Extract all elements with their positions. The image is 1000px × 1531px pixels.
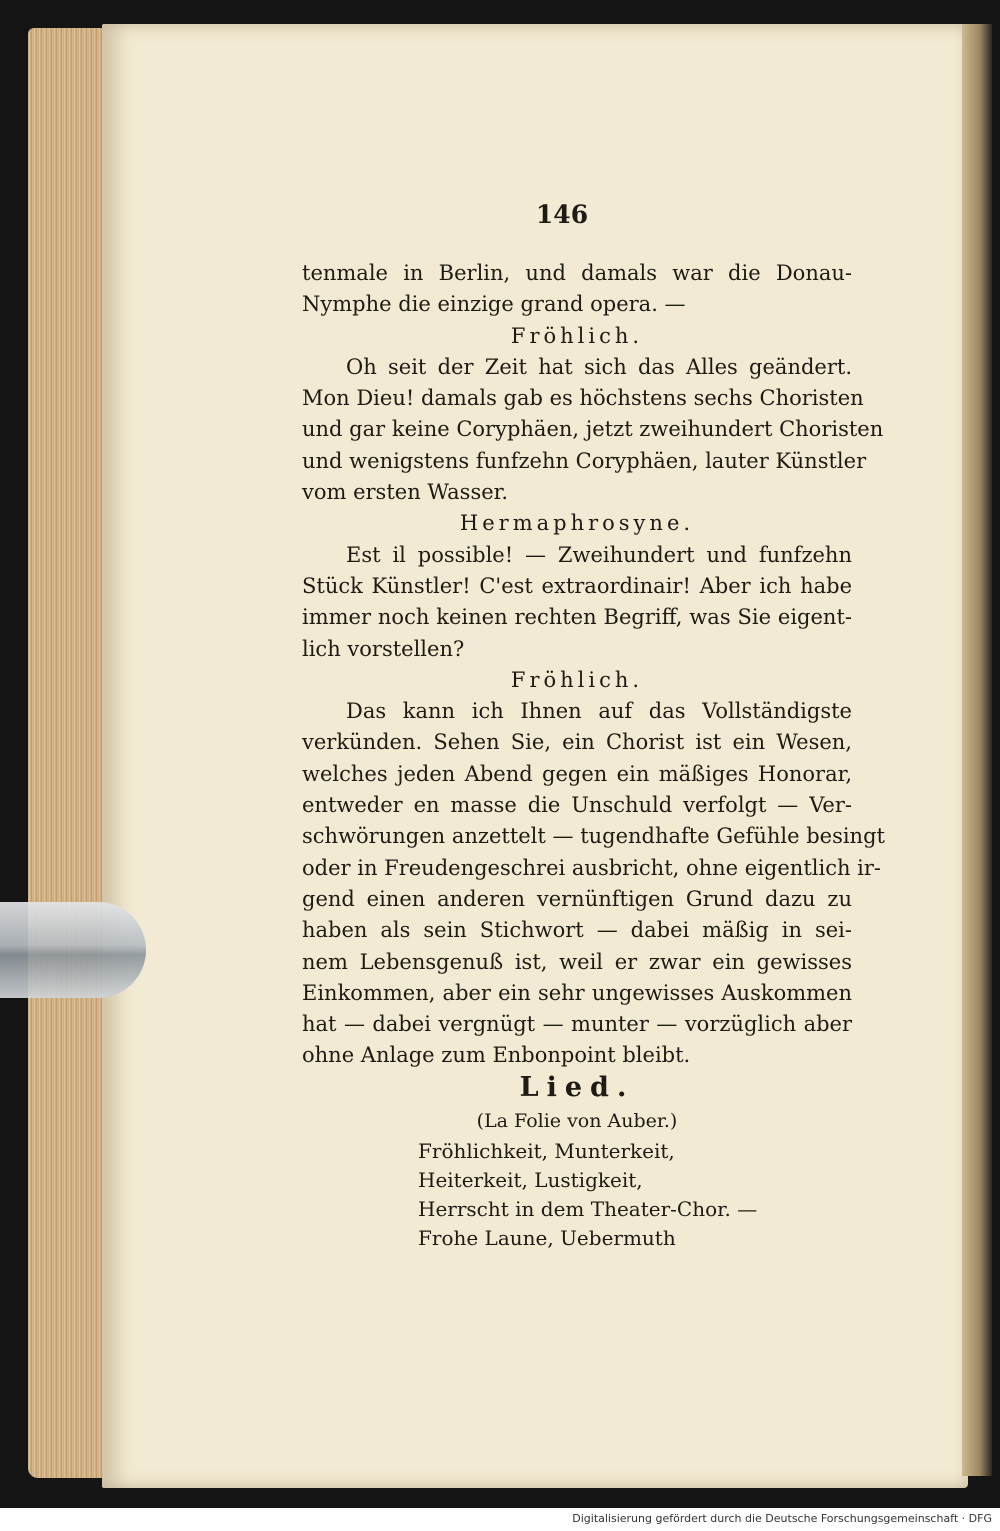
text-line: und wenigstens funfzehn Coryphäen, lauter Künstler: [302, 448, 867, 473]
text-line: ohne Anlage zum Enbonpoint bleibt.: [302, 1043, 691, 1068]
page-clamp: [0, 902, 146, 998]
text-line: verkünden. Sehen Sie, ein Chorist ist ein Wesen,: [302, 730, 852, 755]
text-line: Mon Dieu! damals gab es höchstens sechs Choristen: [302, 386, 864, 411]
text-line: gend einen anderen vernünftigen Grund dazu zu: [302, 886, 852, 911]
text-line: lich vorstellen?: [302, 636, 465, 661]
page-number: 146: [535, 200, 589, 229]
text-line: Nymphe die einzige grand opera. —: [302, 292, 686, 317]
verse-line: Frohe Laune, Uebermuth: [418, 1225, 676, 1250]
verse-line: Herrscht in dem Theater-Chor. —: [418, 1196, 758, 1221]
book-page-edges: [28, 28, 108, 1478]
speaker-name: Fröhlich.: [510, 667, 644, 692]
text-line: hat — dabei vergnügt — munter — vorzüglich aber: [302, 1012, 852, 1037]
text-line: Das kann ich Ihnen auf das Vollständigste: [346, 699, 852, 724]
text-line: entweder en masse die Unschuld verfolgt — Ver-: [302, 793, 852, 818]
speaker-name: Hermaphrosyne.: [459, 511, 695, 536]
text-line: welches jeden Abend gegen ein mäßiges Honorar,: [302, 761, 852, 786]
text-line: und gar keine Coryphäen, jetzt zweihundert Choristen: [302, 417, 884, 442]
song-title: Lied.: [519, 1071, 635, 1103]
verse-line: Heiterkeit, Lustigkeit,: [418, 1167, 643, 1192]
speaker-name: Fröhlich.: [510, 323, 644, 348]
text-line: haben als sein Stichwort — dabei mäßig in sei-: [302, 918, 852, 943]
text-line: Stück Künstler! C'est extraordinair! Aber ich habe: [302, 573, 852, 598]
text-line: nem Lebensgenuß ist, weil er zwar ein gewisses: [302, 949, 852, 974]
text-line: vom ersten Wasser.: [302, 480, 509, 505]
digitization-credit: Digitalisierung gefördert durch die Deutsche Forschungsgemeinschaft · DFG: [572, 1512, 992, 1525]
page-text: [302, 258, 885, 1252]
text-line: oder in Freudengeschrei ausbricht, ohne eigentlich ir-: [302, 855, 882, 880]
text-line: Est il possible! — Zweihundert und funfzehn: [346, 542, 852, 567]
text-line: immer noch keinen rechten Begriff, was Sie eigent-: [302, 605, 852, 630]
text-line: schwörungen anzettelt — tugendhafte Gefühle besingt: [302, 824, 885, 849]
text-line: tenmale in Berlin, und damals war die Donau-: [302, 261, 852, 285]
verse-line: Fröhlichkeit, Munterkeit,: [418, 1138, 675, 1163]
text-line: Oh seit der Zeit hat sich das Alles geändert.: [346, 354, 852, 379]
song-subtitle: (La Folie von Auber.): [476, 1109, 678, 1132]
book-right-edge: [962, 24, 992, 1476]
text-line: Einkommen, aber ein sehr ungewisses Auskommen: [302, 980, 852, 1005]
